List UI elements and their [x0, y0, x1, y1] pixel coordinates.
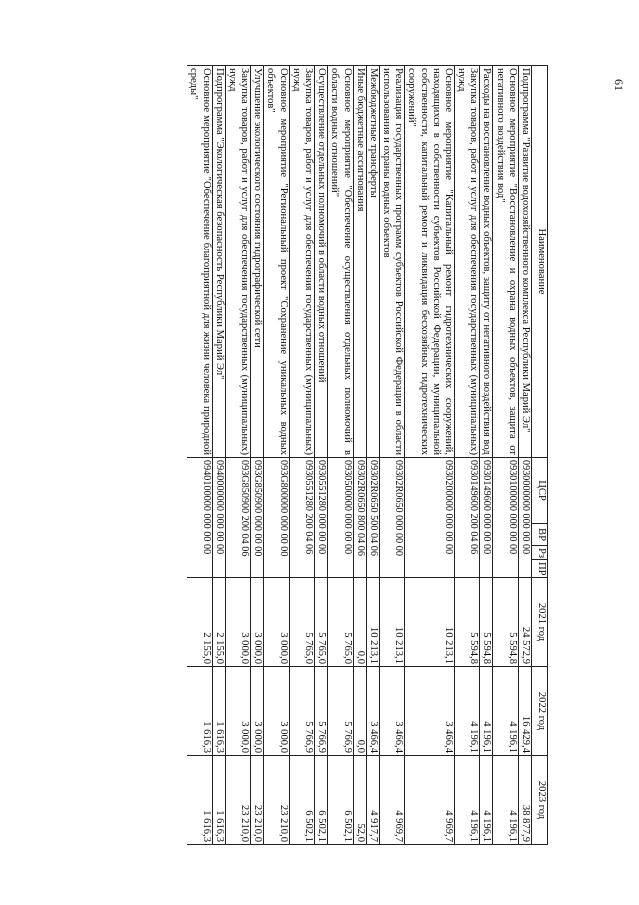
amount-value: 4 196,1: [481, 721, 493, 753]
row-classification-codes: [518, 458, 531, 578]
table-row: [366, 66, 379, 845]
table-row: [493, 66, 518, 845]
amount-value: 1 616,3: [200, 721, 212, 753]
classification-code: 093G850900 200 04 06: [239, 460, 251, 557]
table-row: [251, 66, 264, 845]
table-row: [187, 66, 212, 845]
row-amount-2023: [225, 756, 250, 845]
amount-value: 0,0: [354, 739, 366, 753]
amount-value: 4 969,7: [442, 810, 454, 842]
amount-value: 2 155,0: [213, 632, 225, 664]
row-amount-2022: [315, 667, 328, 756]
row-amount-2023: [289, 756, 314, 845]
amount-value: 3 466,4: [442, 721, 454, 753]
amount-value: 10 213,1: [442, 626, 454, 664]
row-name: Подпрограмма "Развитие водохозяйственного комплекса Республики Марий Эл": [518, 66, 531, 458]
amount-value: 5 765,0: [316, 632, 328, 664]
amount-value: 3 000,0: [252, 632, 264, 664]
amount-value: 4 196,1: [468, 721, 480, 753]
row-amount-2023: [187, 756, 212, 845]
row-amount-2021: [480, 578, 493, 667]
row-name: Подпрограмма "Экологическая безопасность Республики Марий Эл": [212, 66, 225, 458]
amount-value: 4 969,7: [393, 810, 405, 842]
table-row: [264, 66, 289, 845]
header-vr: ВР: [532, 524, 548, 546]
row-amount-2023: [366, 756, 379, 845]
row-name: Улучшение экологического состояния гидрографической сети: [251, 66, 264, 458]
row-classification-codes: [264, 458, 289, 578]
amount-value: 3 466,4: [393, 721, 405, 753]
amount-value: 5 766,9: [316, 721, 328, 753]
amount-value: 23 210,0: [252, 804, 264, 842]
row-amount-2021: [289, 578, 314, 667]
row-classification-codes: [493, 458, 518, 578]
amount-value: 10 213,1: [367, 626, 379, 664]
amount-value: 6 502,1: [303, 810, 314, 842]
row-classification-codes: [315, 458, 328, 578]
classification-code: 0930200000 000 00 00: [442, 460, 454, 555]
table-row: [328, 66, 353, 845]
row-name: Основное мероприятие "Обеспечение благоприятной для жизни человека природной среды": [187, 66, 212, 458]
row-name: Закупка товаров, работ и услуг для обеспечения государственных (муниципальных) нужд: [289, 66, 314, 458]
row-amount-2022: [264, 667, 289, 756]
amount-value: 3 000,0: [277, 632, 289, 664]
row-amount-2021: [315, 578, 328, 667]
row-amount-2022: [366, 667, 379, 756]
table-row: [480, 66, 493, 845]
row-amount-2022: [289, 667, 314, 756]
row-amount-2022: [328, 667, 353, 756]
classification-code: 0930551280 200 04 06: [303, 460, 314, 555]
row-name: Основное мероприятие "Обеспечение осуществления отдельных полномочий в области водных отношений": [328, 66, 353, 458]
row-amount-2022: [353, 667, 366, 756]
amount-value: 3 000,0: [252, 721, 264, 753]
row-classification-codes: [405, 458, 455, 578]
row-amount-2022: [225, 667, 250, 756]
amount-value: 5 594,8: [506, 632, 518, 664]
row-classification-codes: [454, 458, 479, 578]
row-classification-codes: [225, 458, 250, 578]
row-amount-2021: [379, 578, 404, 667]
row-classification-codes: [251, 458, 264, 578]
row-amount-2021: [366, 578, 379, 667]
row-amount-2023: [328, 756, 353, 845]
table-body: [187, 66, 531, 845]
row-amount-2021: [225, 578, 250, 667]
amount-value: 5 594,8: [468, 632, 480, 664]
table-row: [225, 66, 250, 845]
table-row: [212, 66, 225, 845]
row-amount-2022: [480, 667, 493, 756]
classification-code: 0930000000 000 00 00: [520, 460, 531, 555]
header-name: Наименование: [532, 66, 548, 458]
row-amount-2021: [187, 578, 212, 667]
amount-value: 5 765,0: [341, 632, 353, 664]
row-amount-2021: [454, 578, 479, 667]
row-amount-2021: [493, 578, 518, 667]
classification-code: 0930100000 000 00 00: [506, 460, 518, 555]
amount-value: 1 616,3: [213, 721, 225, 753]
row-amount-2022: [187, 667, 212, 756]
row-amount-2021: [328, 578, 353, 667]
amount-value: 3 000,0: [277, 721, 289, 753]
row-name: Осуществление отдельных полномочий в области водных отношений: [315, 66, 328, 458]
row-amount-2022: [405, 667, 455, 756]
row-classification-codes: [212, 458, 225, 578]
amount-value: 5 766,9: [303, 721, 314, 753]
classification-code: 0930149600 000 00 00: [481, 460, 493, 555]
row-amount-2021: [212, 578, 225, 667]
table-row: [353, 66, 366, 845]
row-amount-2023: [480, 756, 493, 845]
table-row: [289, 66, 314, 845]
amount-value: 2 155,0: [200, 632, 212, 664]
amount-value: 0,0: [354, 650, 366, 664]
amount-value: 3 000,0: [239, 721, 251, 753]
row-amount-2022: [251, 667, 264, 756]
amount-value: 4 196,1: [481, 810, 493, 842]
amount-value: 10 213,1: [393, 626, 405, 664]
classification-code: 0940000000 000 00 00: [213, 460, 225, 555]
row-classification-codes: [187, 458, 212, 578]
amount-value: 1 616,3: [213, 810, 225, 842]
amount-value: 6 502,1: [316, 810, 328, 842]
row-amount-2023: [405, 756, 455, 845]
row-amount-2023: [264, 756, 289, 845]
classification-code: 0930500000 000 00 00: [341, 460, 353, 555]
classification-code: 0940100000 000 00 00: [200, 460, 212, 555]
row-amount-2021: [518, 578, 531, 667]
classification-code: 09302R0650 500 04 06: [367, 460, 379, 556]
page-number: 61: [612, 79, 627, 91]
classification-code: 09302R0650 000 00 00: [393, 460, 405, 556]
row-classification-codes: [366, 458, 379, 578]
amount-value: 1 616,3: [200, 810, 212, 842]
row-classification-codes: [328, 458, 353, 578]
row-classification-codes: [480, 458, 493, 578]
row-name: Иные бюджетные ассигнования: [353, 66, 366, 458]
amount-value: 6 502,1: [341, 810, 353, 842]
amount-value: 4 917,7: [367, 810, 379, 842]
header-rz: Рз: [532, 546, 548, 560]
row-amount-2023: [353, 756, 366, 845]
row-amount-2022: [518, 667, 531, 756]
amount-value: 52,0: [354, 823, 366, 842]
row-amount-2022: [493, 667, 518, 756]
row-amount-2023: [315, 756, 328, 845]
classification-code: 0930149600 200 04 06: [468, 460, 480, 555]
row-amount-2023: [493, 756, 518, 845]
amount-value: 16 429,4: [520, 715, 531, 753]
row-amount-2023: [454, 756, 479, 845]
row-name: Основное мероприятие "Восстановление и охрана водных объектов, защита от негативного воздействия вод": [493, 66, 518, 458]
budget-table: [187, 65, 548, 845]
row-amount-2021: [405, 578, 455, 667]
header-csr: ЦСР: [532, 458, 548, 524]
table-row: [454, 66, 479, 845]
table-row: [379, 66, 404, 845]
row-name: Основное мероприятие "Капитальный ремонт гидротехнических сооружений, находящихся в собственности субъектов Российской Федерации, муниципальной собственности, капитальный ремонт и ликвидация бесхозяйных гидротехнических сооружений": [405, 66, 455, 458]
row-name: Реализация государственных программ субъектов Российской Федерации в области использования и охраны водных объектов: [379, 66, 404, 458]
header-2023: 2023 год: [532, 756, 548, 845]
row-amount-2022: [212, 667, 225, 756]
amount-value: 38 877,9: [520, 804, 531, 842]
row-amount-2023: [518, 756, 531, 845]
row-amount-2022: [454, 667, 479, 756]
amount-value: 3 000,0: [239, 632, 251, 664]
row-amount-2022: [379, 667, 404, 756]
amount-value: 4 196,1: [506, 810, 518, 842]
amount-value: 5 765,0: [303, 632, 314, 664]
row-amount-2023: [251, 756, 264, 845]
amount-value: 5 594,8: [481, 632, 493, 664]
row-name: Закупка товаров, работ и услуг для обеспечения государственных (муниципальных) нужд: [454, 66, 479, 458]
amount-value: 23 210,0: [277, 804, 289, 842]
row-classification-codes: [289, 458, 314, 578]
row-amount-2021: [353, 578, 366, 667]
table-row: [405, 66, 455, 845]
header-2021: 2021 год: [532, 578, 548, 667]
row-name: Основное мероприятие "Региональный проект "Сохранение уникальных водных объектов": [264, 66, 289, 458]
table-row: [518, 66, 531, 845]
row-amount-2021: [264, 578, 289, 667]
row-amount-2023: [379, 756, 404, 845]
row-classification-codes: [379, 458, 404, 578]
header-pr: ПР: [532, 560, 548, 578]
classification-code: 093G800000 000 00 00: [277, 460, 289, 557]
amount-value: 4 196,1: [506, 721, 518, 753]
row-name: Закупка товаров, работ и услуг для обеспечения государственных (муниципальных) нужд: [225, 66, 250, 458]
amount-value: 23 210,0: [239, 804, 251, 842]
row-amount-2023: [212, 756, 225, 845]
amount-value: 5 766,9: [341, 721, 353, 753]
classification-code: 0930551280 000 00 00: [316, 460, 328, 555]
row-name: Межбюджетные трансферты: [366, 66, 379, 458]
classification-code: 093G850900 000 00 00: [252, 460, 264, 557]
amount-value: 3 466,4: [367, 721, 379, 753]
row-name: Расходы на восстановление водных объектов, защиту от негативного воздействия вод: [480, 66, 493, 458]
header-2022: 2022 год: [532, 667, 548, 756]
amount-value: 4 196,1: [468, 810, 480, 842]
row-classification-codes: [353, 458, 366, 578]
classification-code: 09302R0650 800 04 06: [354, 460, 366, 556]
amount-value: 24 572,9: [520, 626, 531, 664]
table-row: [315, 66, 328, 845]
table-header-row: [532, 66, 548, 845]
row-amount-2021: [251, 578, 264, 667]
budget-table-container: [90, 65, 548, 845]
